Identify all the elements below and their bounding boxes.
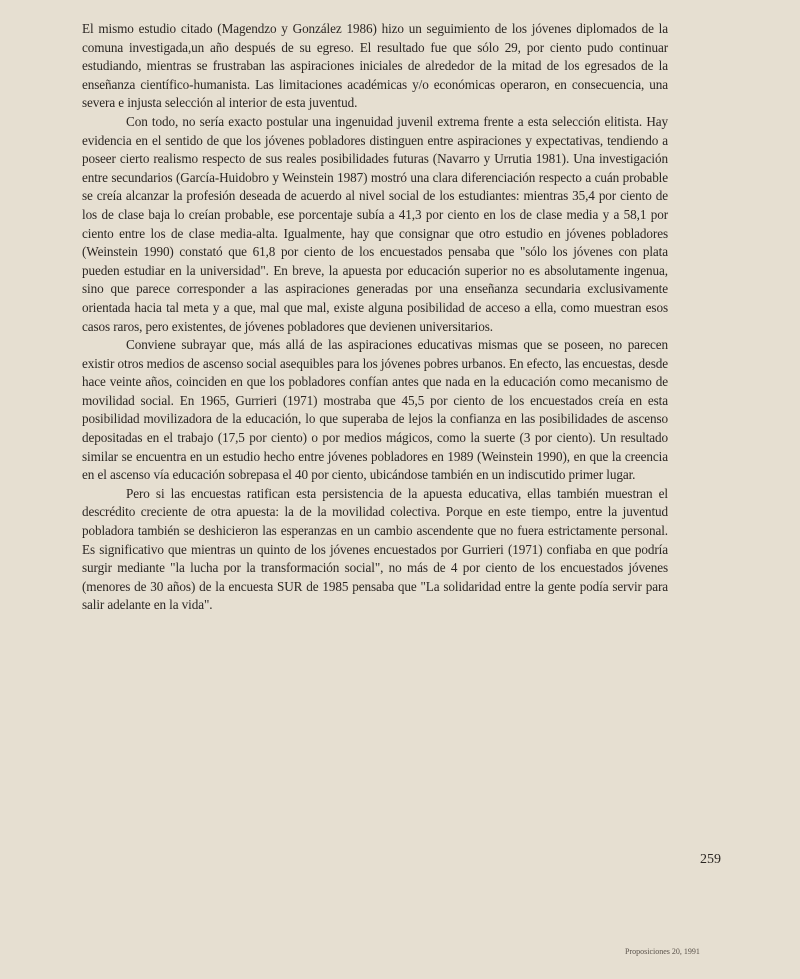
- paragraph-2: Con todo, no sería exacto postular una ingenuidad juvenil extrema frente a esta selección elitista. Hay evidencia en el sentido de que los jóvenes pobladores distinguen entre aspiraciones y expectativas, tendiendo a poseer cierto realismo respecto de sus reales posibilidades futuras (Navarro y Urrutia 1981). Una investigación entre secundarios (García-Huidobro y Weinstein 1987) mostró una clara diferenciación respecto a cuán probable se creía alcanzar la profesión deseada de acuerdo al nivel social de los estudiantes: mientras 35,4 por ciento de los de clase baja lo creían probable, ese porcentaje subía a 41,3 por ciento en los de clase media y a 58,1 por ciento entre los de clase media-alta. Igualmente, hay que consignar que otro estudio en jóvenes pobladores (Weinstein 1990) constató que 61,8 por ciento de los encuestados pensaba que "sólo los jóvenes con plata pueden estudiar en la universidad". En breve, la apuesta por educación superior no es absolutamente ingenua, sino que parece corresponder a las aspiraciones generadas por una enseñanza secundaria exclusivamente orientada hacia tal meta y a que, mal que mal, existe alguna posibilidad de acceso a ella, como muestran esos casos raros, pero existentes, de jóvenes pobladores que devienen universitarios.: [82, 113, 668, 334]
- page-number: 259: [700, 852, 721, 867]
- paragraph-4: Pero si las encuestas ratifican esta persistencia de la apuesta educativa, ellas también muestran el descrédito creciente de otra apuesta: la de la movilidad colectiva. Porque en este tiempo, entre la juventud pobladora también se deshicieron las esperanzas en un cambio ascendente que no fuera estrictamente personal. Es significativo que mientras un quinto de los jóvenes encuestados por Gurrieri (1971) confiaba en que podría surgir mediante "la lucha por la transformación social", no más de 4 por ciento de los encuestados jóvenes (menores de 30 años) de la encuesta SUR de 1985 pensaba que "La solidaridad entre la gente podía servir para salir adelante en la vida".: [82, 485, 668, 613]
- paragraph-3: Conviene subrayar que, más allá de las aspiraciones educativas mismas que se poseen, no parecen existir otros medios de ascenso social asequibles para los jóvenes pobres urbanos. En efecto, las encuestas, desde hace veinte años, coinciden en que los pobladores confían antes que nada en la educación como mecanismo de movilidad social. En 1965, Gurrieri (1971) mostraba que 45,5 por ciento de los encuestados creía en esta posibilidad movilizadora de la educación, lo que superaba de lejos la confianza en las posibilidades de ascenso depositadas en el trabajo (17,5 por ciento) o por medios mágicos, como la suerte (3 por ciento). Un resultado similar se encuentra en un estudio hecho entre jóvenes pobladores en 1989 (Weinstein 1990), en que la creencia en el ascenso vía educación sobrepasa el 40 por ciento, ubicándose también en un indiscutido primer lugar.: [82, 337, 668, 483]
- paragraph-1: El mismo estudio citado (Magendzo y González 1986) hizo un seguimiento de los jóvenes diplomados de la comuna investigada,un año después de su egreso. El resultado fue que sólo 29, por ciento pudo continuar estudiando, mientras se frustraban las aspiraciones iniciales de alrededor de la mitad de los egresados de la enseñanza científico-humanista. Las limitaciones académicas y/o económicas operaron, en consecuencia, una severa e injusta selección al interior de esta juventud.: [82, 21, 668, 111]
- footer-note: Proposiciones 20, 1991: [625, 947, 700, 956]
- body-text: [82, 20, 668, 615]
